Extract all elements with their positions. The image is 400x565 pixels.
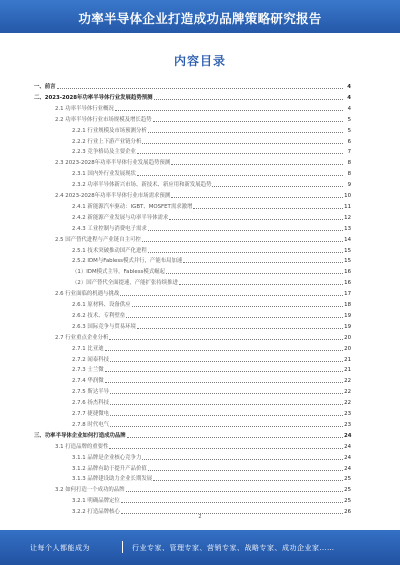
toc-entry-page: 14 xyxy=(344,236,351,243)
footer-divider xyxy=(122,541,123,553)
toc-leader-dots xyxy=(153,121,343,122)
toc-entry-text: 2.7.7 捷捷微电 xyxy=(72,411,109,417)
toc-entry-text: 2.7 行业重点企业分析 xyxy=(55,334,109,341)
toc-entry-page: 23 xyxy=(344,411,351,417)
toc-entry-text: 2.6.2 技术、专利壁垒 xyxy=(72,312,126,319)
report-title: 功率半导体企业打造成功品牌策略研究报告 xyxy=(78,11,322,26)
toc-entry-page: 24 xyxy=(344,454,351,461)
toc-leader-dots xyxy=(110,404,343,405)
toc-entry-text: 2.7.4 华润微 xyxy=(72,378,104,385)
toc-leader-dots xyxy=(212,186,343,187)
toc-leader-dots xyxy=(148,470,343,471)
toc-entry-page: 22 xyxy=(344,378,351,385)
toc-entry-text: 3.1 打造品牌的重要性 xyxy=(55,443,109,450)
toc-entry-text: （2）国产替代全面提速，产能扩张持续推进 xyxy=(72,280,178,287)
toc-leader-dots xyxy=(142,459,343,460)
toc-leader-dots xyxy=(171,197,343,198)
toc-entry[interactable] xyxy=(72,278,351,286)
toc-entry[interactable] xyxy=(55,289,351,297)
toc-entry-text: 3.1.2 品牌有助于提升产品价值 xyxy=(72,465,147,472)
toc-entry-page: 15 xyxy=(344,258,351,265)
toc-leader-dots xyxy=(166,273,343,274)
toc-entry-page: 24 xyxy=(344,465,351,472)
toc-leader-dots xyxy=(142,241,343,242)
toc-entry[interactable] xyxy=(55,333,351,341)
toc-leader-dots xyxy=(148,230,343,231)
footer-slogan: 行业专家、管理专家、营销专家、战略专家、成功企业家…… xyxy=(132,544,335,552)
toc-leader-dots xyxy=(126,317,343,318)
toc-entry-page: 24 xyxy=(344,443,351,450)
toc-entry-text: 2.7.1 比亚迪 xyxy=(72,345,104,352)
toc-leader-dots xyxy=(153,480,343,481)
toc-leader-dots xyxy=(110,393,343,394)
toc-entry-text: （1）IDM模式主导，Fabless模式崛起 xyxy=(72,269,165,276)
toc-entry[interactable] xyxy=(72,355,351,363)
toc-leader-dots xyxy=(110,415,343,416)
toc-entry[interactable] xyxy=(55,158,351,166)
toc-entry-page: 20 xyxy=(344,334,351,341)
toc-entry-page: 25 xyxy=(344,498,351,505)
toc-entry-page: 19 xyxy=(344,312,351,319)
toc-entry-text: 3.2 如何打造一个成功的品牌 xyxy=(55,487,125,494)
toc-entry-page: 8 xyxy=(347,171,351,178)
toc-entry[interactable] xyxy=(72,256,351,264)
toc-entry[interactable] xyxy=(72,246,351,254)
toc-entry[interactable] xyxy=(72,267,351,275)
toc-entry[interactable] xyxy=(72,322,351,330)
toc-entry-page: 8 xyxy=(347,160,351,167)
toc-entry[interactable] xyxy=(55,115,351,123)
toc-entry-text: 2.3.1 国内外行业发展现状 xyxy=(72,171,136,178)
toc-entry-page: 25 xyxy=(344,476,351,483)
toc-entry-text: 2.6.1 原材料、设备供应 xyxy=(72,302,131,308)
toc-entry-text: 2.2.2 行业上下游产业链分析 xyxy=(72,138,142,145)
toc-leader-dots xyxy=(127,437,343,438)
toc-leader-dots xyxy=(57,88,343,89)
toc-leader-dots xyxy=(142,143,343,144)
toc-entry-page: 12 xyxy=(344,214,351,221)
toc-entry-page: 15 xyxy=(344,247,351,254)
toc-entry-text: 2.2.1 行业规模及市场预测分析 xyxy=(72,127,147,134)
toc-entry-page: 13 xyxy=(344,225,351,232)
toc-entry-text: 二、2023-2028年功率半导体行业发展趋势预测 xyxy=(34,94,153,101)
toc-entry-page: 21 xyxy=(344,367,351,374)
toc-heading: 内容目录 xyxy=(173,54,226,68)
toc-entry[interactable] xyxy=(55,235,351,243)
toc-entry-text: 2.2.3 竞争格局及主要企业 xyxy=(72,149,136,156)
toc-entry-page: 24 xyxy=(344,432,352,439)
toc-entry-text: 3.1.3 品牌建设助力企业长期发展 xyxy=(72,476,153,483)
toc-leader-dots xyxy=(105,371,343,372)
footer-left-text: 让每个人都能成为 xyxy=(30,544,90,552)
toc-entry-text: 2.7.8 时代电气 xyxy=(72,421,109,428)
toc-entry[interactable] xyxy=(72,376,351,384)
toc-leader-dots xyxy=(109,448,343,449)
toc-entry-text: 2.1 功率半导体行业概况 xyxy=(55,105,114,112)
toc-entry-text: 3.2.1 明确品牌定位 xyxy=(72,498,120,505)
toc-entry-page: 17 xyxy=(344,291,351,298)
toc-entry-page: 21 xyxy=(344,356,351,363)
toc-leader-dots xyxy=(109,339,343,340)
toc-entry-page: 22 xyxy=(344,389,351,396)
toc-entry[interactable] xyxy=(72,180,351,188)
toc-entry-text: 2.4.3 工业控制与消费电子需求 xyxy=(72,225,147,232)
toc-entry-text: 2.4.1 新能源汽车驱动：IGBT、MOSFET需求激增 xyxy=(72,203,193,210)
toc-leader-dots xyxy=(169,219,343,220)
toc-entry-page: 11 xyxy=(344,203,351,210)
toc-entry-page: 5 xyxy=(347,116,351,123)
toc-entry[interactable] xyxy=(72,474,351,482)
toc-entry[interactable] xyxy=(72,464,351,472)
toc-entry-text: 2.6.3 国际竞争与贸易环境 xyxy=(72,323,136,330)
toc-entry-text: 2.7.5 斯达半导 xyxy=(72,389,109,396)
toc-leader-dots xyxy=(148,252,343,253)
toc-entry[interactable] xyxy=(72,453,351,461)
toc-entry[interactable] xyxy=(72,344,351,352)
toc-entry[interactable] xyxy=(72,398,351,406)
toc-entry[interactable] xyxy=(34,431,351,439)
toc-leader-dots xyxy=(132,306,343,307)
toc-entry[interactable] xyxy=(55,191,351,199)
toc-entry-page: 4 xyxy=(347,105,351,112)
toc-entry-text: 2.7.6 扬杰科技 xyxy=(72,400,109,407)
toc-entry-text: 2.2 功率半导体行业市场规模及增长趋势 xyxy=(55,116,152,123)
toc-entry-text: 三、功率半导体企业如何打造成功品牌 xyxy=(34,432,126,439)
toc-leader-dots xyxy=(154,99,344,100)
toc-entry-page: 16 xyxy=(344,269,351,276)
toc-leader-dots xyxy=(137,175,343,176)
toc-entry-page: 26 xyxy=(344,509,351,516)
toc-entry[interactable] xyxy=(72,213,351,221)
toc-entry[interactable] xyxy=(55,485,351,493)
toc-entry-text: 3.2.2 打造品牌核心 xyxy=(72,509,120,516)
toc-entry-text: 2.4.2 新能源产业发展与功率半导体需求 xyxy=(72,214,169,221)
toc-leader-dots xyxy=(137,153,343,154)
toc-entry[interactable] xyxy=(55,104,351,112)
toc-leader-dots xyxy=(105,382,343,383)
toc-leader-dots xyxy=(115,110,343,111)
toc-entry-page: 10 xyxy=(344,193,351,199)
toc-leader-dots xyxy=(148,132,343,133)
header-bar xyxy=(0,0,400,33)
toc-entry-text: 2.5 国产替代进程与产业链自主可控 xyxy=(55,236,141,243)
toc-leader-dots xyxy=(171,164,343,165)
toc-entry-text: 2.6 行业面临的机遇与挑战 xyxy=(55,291,120,298)
toc-entry[interactable] xyxy=(72,409,351,417)
toc-leader-dots xyxy=(110,361,343,362)
toc-entry-page: 16 xyxy=(344,280,351,287)
toc-entry-page: 20 xyxy=(344,345,351,352)
toc-entry[interactable] xyxy=(72,224,351,232)
toc-leader-dots xyxy=(126,491,343,492)
toc-leader-dots xyxy=(193,208,343,209)
toc-leader-dots xyxy=(110,426,343,427)
toc-leader-dots xyxy=(137,328,343,329)
toc-entry-page: 18 xyxy=(344,302,351,308)
toc-entry[interactable] xyxy=(72,311,351,319)
toc-entry-page: 4 xyxy=(347,94,351,101)
toc-entry[interactable] xyxy=(72,300,351,308)
toc-entry-text: 一、前言 xyxy=(34,84,56,90)
toc-entry[interactable] xyxy=(72,126,351,134)
toc-entry[interactable] xyxy=(72,387,351,395)
toc-entry[interactable] xyxy=(72,496,351,504)
toc-entry-text: 2.5.1 技术突破推动国产化进程 xyxy=(72,247,147,254)
toc-entry-page: 9 xyxy=(347,182,351,189)
toc-entry[interactable] xyxy=(72,202,351,210)
toc-entry-page: 19 xyxy=(344,323,351,330)
toc-entry[interactable] xyxy=(72,420,351,428)
page-number: 2 xyxy=(198,514,202,520)
toc-entry-page: 23 xyxy=(344,421,351,428)
toc-leader-dots xyxy=(183,262,343,263)
toc-entry-page: 4 xyxy=(347,84,351,90)
toc-entry[interactable] xyxy=(55,442,351,450)
toc-entry-page: 7 xyxy=(347,149,351,156)
toc-leader-dots xyxy=(179,284,343,285)
toc-entry-text: 2.7.2 闻泰科技 xyxy=(72,356,109,363)
toc-entry[interactable] xyxy=(34,93,351,101)
toc-leader-dots xyxy=(105,350,343,351)
toc-leader-dots xyxy=(120,295,343,296)
toc-entry[interactable] xyxy=(72,147,351,155)
toc-entry-text: 2.4 2023-2028年功率半导体行业市场需求预测 xyxy=(55,193,171,199)
toc-entry[interactable] xyxy=(72,169,351,177)
toc-entry-page: 25 xyxy=(344,487,351,494)
toc-entry-text: 3.1.1 品牌是企业核心竞争力 xyxy=(72,454,142,461)
toc-entry[interactable] xyxy=(34,82,351,90)
toc-entry-text: 2.5.2 IDM与Fabless模式并行，产能布局加速 xyxy=(72,258,183,265)
toc-entry-page: 6 xyxy=(347,138,351,145)
toc-entry[interactable] xyxy=(72,137,351,145)
toc-entry-page: 5 xyxy=(347,127,351,134)
toc-entry-page: 22 xyxy=(344,400,351,407)
footer-bar xyxy=(0,530,400,565)
toc-entry-text: 2.7.3 士兰微 xyxy=(72,367,104,374)
toc-entry[interactable] xyxy=(72,365,351,373)
toc-entry-text: 2.3.2 功率半导体新兴市场、新技术、新应用和新发展趋势 xyxy=(72,182,212,189)
toc-leader-dots xyxy=(121,502,343,503)
toc-entry-text: 2.3 2023-2028年功率半导体行业发展趋势预测 xyxy=(55,160,171,167)
